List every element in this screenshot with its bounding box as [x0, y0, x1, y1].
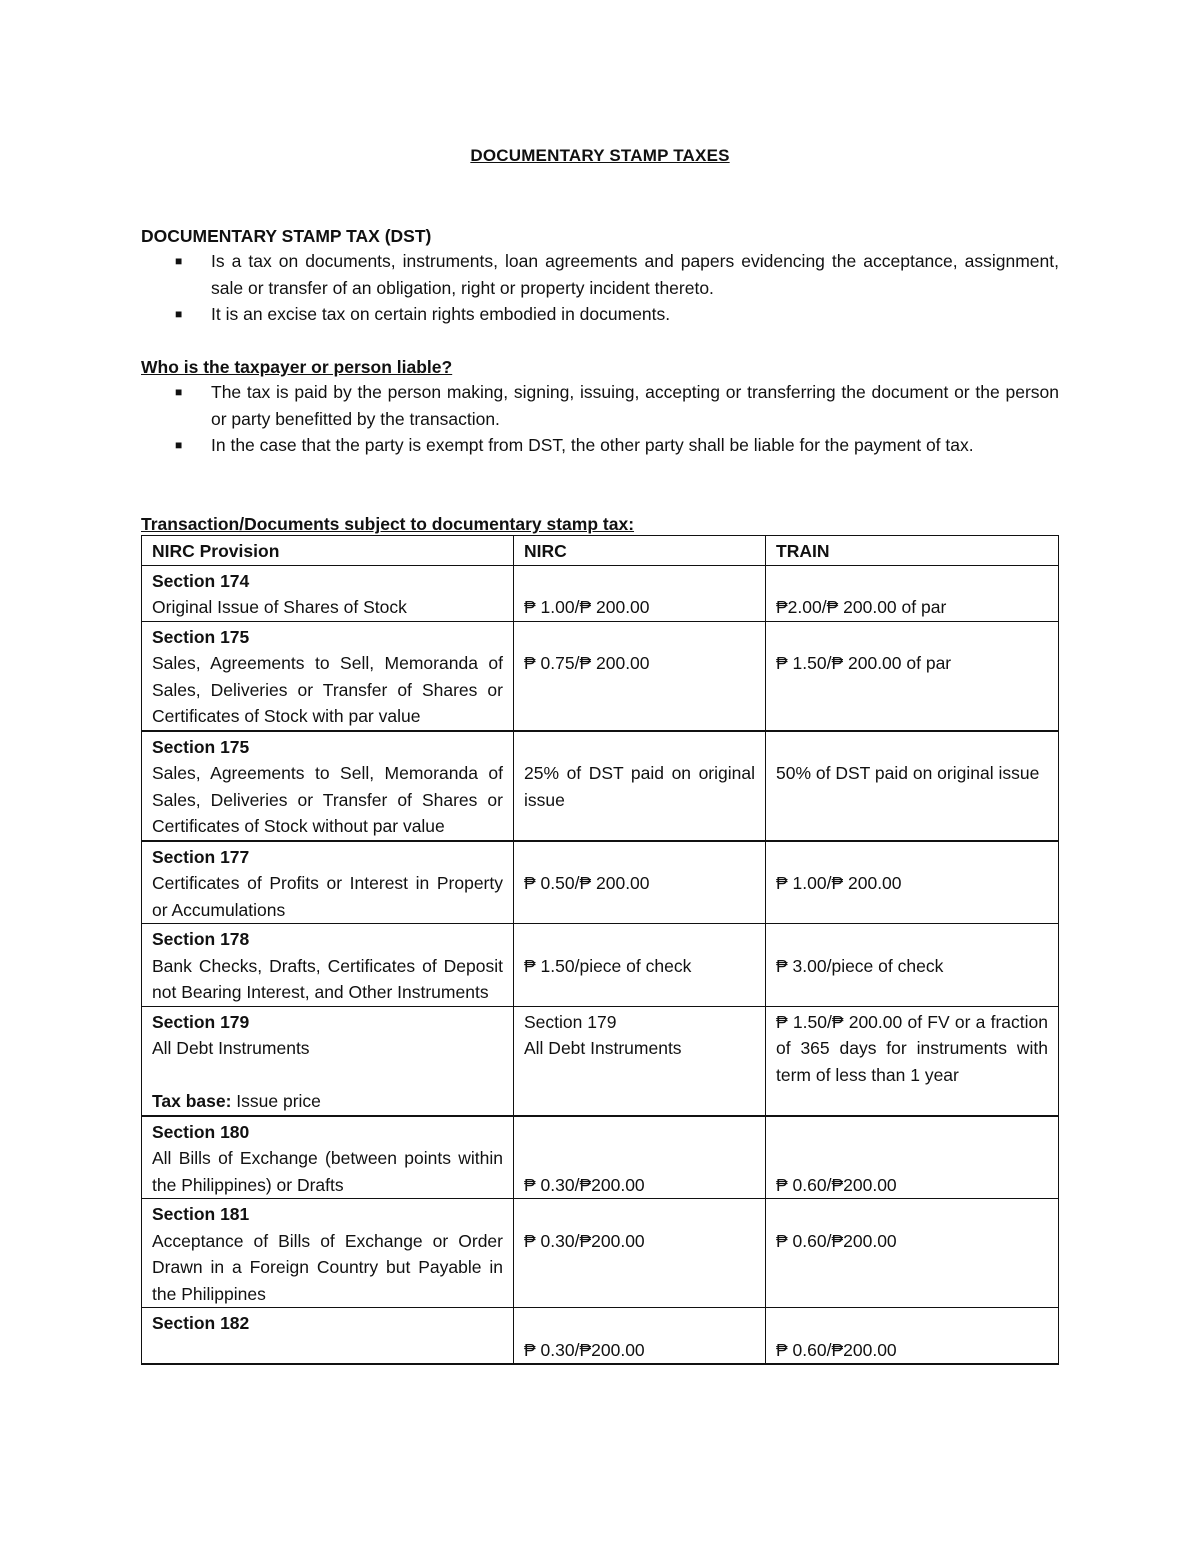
section-number: Section 175	[152, 626, 250, 647]
list-item: ■ It is an excise tax on certain rights embodied in documents.	[141, 301, 1059, 328]
train-rate: ₱ 1.50/₱ 200.00 of par	[776, 653, 952, 673]
section-number: Section 174	[152, 570, 250, 591]
nirc-rate: ₱ 1.00/₱ 200.00	[524, 597, 650, 617]
nirc-rate: ₱ 0.30/₱200.00	[524, 1174, 645, 1195]
table-row	[142, 731, 1059, 841]
table-row	[142, 621, 1059, 731]
dst-heading: DOCUMENTARY STAMP TAX (DST)	[141, 226, 432, 246]
nirc-description: All Debt Instruments	[524, 1038, 682, 1058]
list-item: ■ Is a tax on documents, instruments, loan agreements and papers evidencing the acceptance, assignment, sale or transfer of an obligation, right or property incident thereto.	[141, 248, 1059, 301]
train-rate: ₱ 0.60/₱200.00	[776, 1174, 897, 1195]
square-bullet-icon: ■	[175, 385, 183, 399]
nirc-rate: ₱ 0.30/₱200.00	[524, 1339, 645, 1360]
square-bullet-icon: ■	[175, 254, 183, 268]
table-row	[142, 1006, 1059, 1116]
section-description: Original Issue of Shares of Stock	[152, 597, 407, 617]
section-number: Section 179	[152, 1011, 250, 1032]
section-number: Section 175	[152, 736, 250, 757]
document-title: DOCUMENTARY STAMP TAXES	[470, 146, 730, 165]
section-description: Sales, Agreements to Sell, Memoranda of Sales, Deliveries or Transfer of Shares or Certificates of Stock without par value	[152, 763, 503, 836]
train-rate: ₱ 1.50/₱ 200.00 of FV or a fraction of 365 days for instruments with term of less than 1 year	[776, 1011, 1048, 1085]
tax-base: Tax base: Issue price	[152, 1091, 321, 1111]
table-row	[142, 841, 1059, 924]
nirc-rate: 25% of DST paid on original issue	[524, 763, 755, 810]
dst-rates-table	[141, 535, 1059, 1365]
list-item: ■ In the case that the party is exempt from DST, the other party shall be liable for the payment of tax.	[141, 432, 1059, 459]
train-rate: ₱ 1.00/₱ 200.00	[776, 873, 902, 893]
section-description: All Bills of Exchange (between points within the Philippines) or Drafts	[152, 1148, 503, 1195]
nirc-rate: ₱ 0.50/₱ 200.00	[524, 873, 650, 893]
train-rate: ₱2.00/₱ 200.00 of par	[776, 597, 947, 617]
train-rate: ₱ 0.60/₱200.00	[776, 1230, 897, 1251]
section-number: Section 177	[152, 846, 250, 867]
section-description: Bank Checks, Drafts, Certificates of Deposit not Bearing Interest, and Other Instruments	[152, 955, 503, 1002]
dst-definition-list	[141, 248, 1059, 328]
nirc-section: Section 179	[524, 1011, 617, 1032]
section-description: Certificates of Profits or Interest in Property or Accumulations	[152, 873, 503, 920]
column-header: TRAIN	[766, 536, 1059, 566]
table-header-row	[142, 536, 1059, 566]
liable-list	[141, 379, 1059, 459]
column-header: NIRC Provision	[142, 536, 514, 566]
nirc-rate: ₱ 1.50/piece of check	[524, 955, 692, 976]
section-description: All Debt Instruments	[152, 1038, 310, 1058]
table-row	[142, 1199, 1059, 1308]
section-number: Section 178	[152, 929, 250, 949]
square-bullet-icon: ■	[175, 307, 183, 321]
table-row	[142, 565, 1059, 621]
section-number: Section 182	[152, 1313, 250, 1333]
nirc-rate: ₱ 0.75/₱ 200.00	[524, 653, 650, 673]
table-row	[142, 1116, 1059, 1199]
nirc-rate: ₱ 0.30/₱200.00	[524, 1230, 645, 1251]
square-bullet-icon: ■	[175, 438, 183, 452]
train-rate: ₱ 0.60/₱200.00	[776, 1339, 897, 1360]
section-description: Sales, Agreements to Sell, Memoranda of Sales, Deliveries or Transfer of Shares or Certificates of Stock with par value	[152, 653, 503, 726]
list-item: ■ The tax is paid by the person making, signing, issuing, accepting or transferring the document or the person or party benefitted by the transaction.	[141, 379, 1059, 432]
section-number: Section 181	[152, 1204, 250, 1224]
column-header: NIRC	[514, 536, 766, 566]
table-caption: Transaction/Documents subject to documentary stamp tax:	[141, 514, 635, 534]
liable-heading: Who is the taxpayer or person liable?	[141, 357, 453, 377]
table-row	[142, 1308, 1059, 1365]
section-number: Section 180	[152, 1121, 250, 1142]
table-row	[142, 924, 1059, 1007]
train-rate: ₱ 3.00/piece of check	[776, 955, 944, 976]
train-rate: 50% of DST paid on original issue	[776, 763, 1040, 783]
section-description: Acceptance of Bills of Exchange or Order Drawn in a Foreign Country but Payable in the Philippines	[152, 1230, 503, 1304]
